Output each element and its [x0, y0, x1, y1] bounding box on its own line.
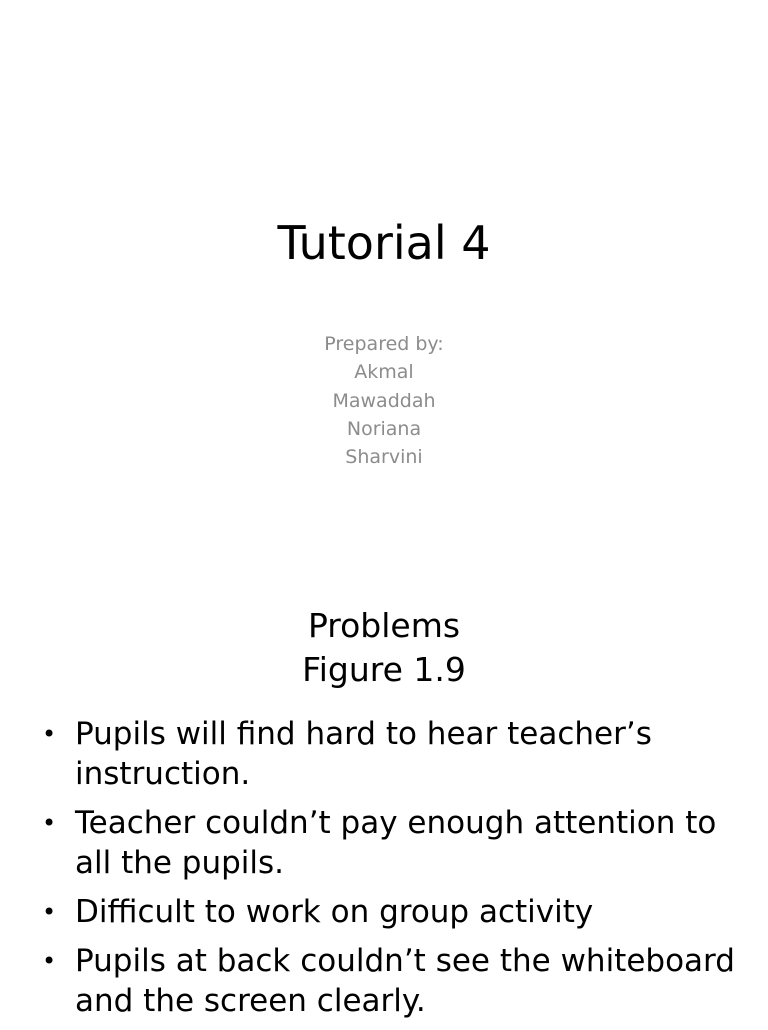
bullet-text: Difficult to work on group activity — [75, 894, 594, 930]
heading-line: Problems — [307, 606, 461, 645]
bullet-icon: • — [42, 720, 57, 748]
slide-title: Tutorial 4 — [277, 216, 491, 270]
subtitle-prepared-by: Prepared by: — [324, 333, 444, 355]
bullet-item — [40, 892, 740, 932]
subtitle-block — [0, 330, 768, 471]
subtitle-author: Akmal — [354, 361, 414, 384]
bullet-item — [40, 714, 740, 794]
bullet-text: Pupils will find hard to hear teacher’s instruction. — [75, 716, 652, 792]
bullet-text: Pupils at back couldn’t see the whiteboard and the screen clearly. — [75, 943, 735, 1019]
bullet-icon: • — [42, 809, 57, 837]
subtitle-author: Mawaddah — [332, 389, 436, 412]
bullet-icon: • — [42, 947, 57, 975]
problems-slide — [0, 576, 768, 1024]
heading-line: Figure 1.9 — [302, 650, 466, 689]
slide-heading — [0, 604, 768, 692]
bullet-item — [40, 941, 740, 1021]
subtitle-author: Sharvini — [345, 446, 423, 469]
bullet-text: Teacher couldn’t pay enough attention to all the pupils. — [75, 805, 717, 881]
bullet-icon: • — [42, 898, 57, 926]
subtitle-author: Noriana — [346, 417, 422, 440]
bullet-list — [40, 714, 740, 1030]
bullet-item — [40, 803, 740, 883]
